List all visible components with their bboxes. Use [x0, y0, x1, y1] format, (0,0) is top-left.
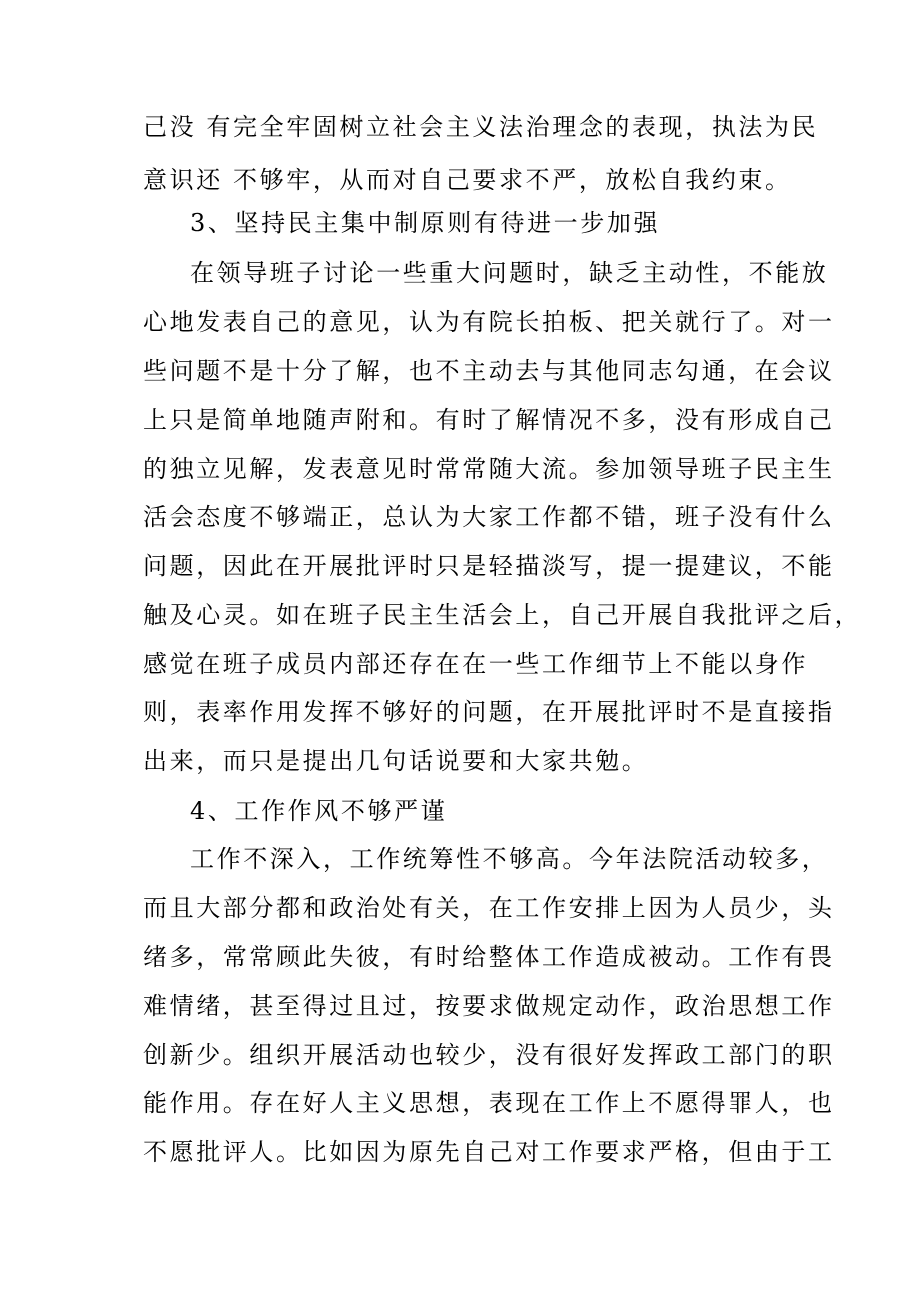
paragraph-line: 意识还 不够牢，从而对自己要求不严，放松自我约束。	[143, 166, 792, 194]
section-heading: 4、工作作风不够严谨	[190, 797, 448, 825]
paragraph-line: 难情绪，甚至得过且过，按要求做规定动作，政治思想工作	[143, 992, 835, 1020]
paragraph-line: 则，表率作用发挥不够好的问题，在开展批评时不是直接指	[143, 698, 835, 726]
paragraph-line: 问题，因此在开展批评时只是轻描淡写，提一提建议，不能	[143, 552, 835, 580]
paragraph-line: 绪多，常常顾此失彼，有时给整体工作造成被动。工作有畏	[143, 943, 835, 971]
paragraph-line: 些问题不是十分了解，也不主动去与其他同志勾通，在会议	[143, 357, 835, 385]
paragraph-line: 己没 有完全牢固树立社会主义法治理念的表现，执法为民	[143, 113, 819, 141]
paragraph-line: 感觉在班子成员内部还存在在一些工作细节上不能以身作	[143, 650, 808, 678]
paragraph-line: 工作不深入，工作统筹性不够高。今年法院活动较多，	[190, 845, 829, 873]
paragraph-line: 活会态度不够端正，总认为大家工作都不错，班子没有什么	[143, 503, 835, 531]
paragraph-line: 心地发表自己的意见，认为有院长拍板、把关就行了。对一	[143, 308, 835, 336]
paragraph-line: 能作用。存在好人主义思想，表现在工作上不愿得罪人，也	[143, 1089, 835, 1117]
paragraph-line: 上只是简单地随声附和。有时了解情况不多，没有形成自己	[143, 406, 835, 434]
paragraph-line: 的独立见解，发表意见时常常随大流。参加领导班子民主生	[143, 455, 835, 483]
paragraph-line: 触及心灵。如在班子民主生活会上，自己开展自我批评之后，	[143, 601, 862, 629]
paragraph-line: 在领导班子讨论一些重大问题时，缺乏主动性，不能放	[190, 259, 829, 287]
paragraph-line: 而且大部分都和政治处有关，在工作安排上因为人员少，头	[143, 894, 835, 922]
paragraph-line: 创新少。组织开展活动也较少，没有很好发挥政工部门的职	[143, 1041, 835, 1069]
section-heading: 3、坚持民主集中制原则有待进一步加强	[190, 209, 661, 237]
paragraph-line: 不愿批评人。比如因为原先自己对工作要求严格，但由于工	[143, 1138, 835, 1166]
paragraph-line: 出来，而只是提出几句话说要和大家共勉。	[143, 747, 649, 775]
